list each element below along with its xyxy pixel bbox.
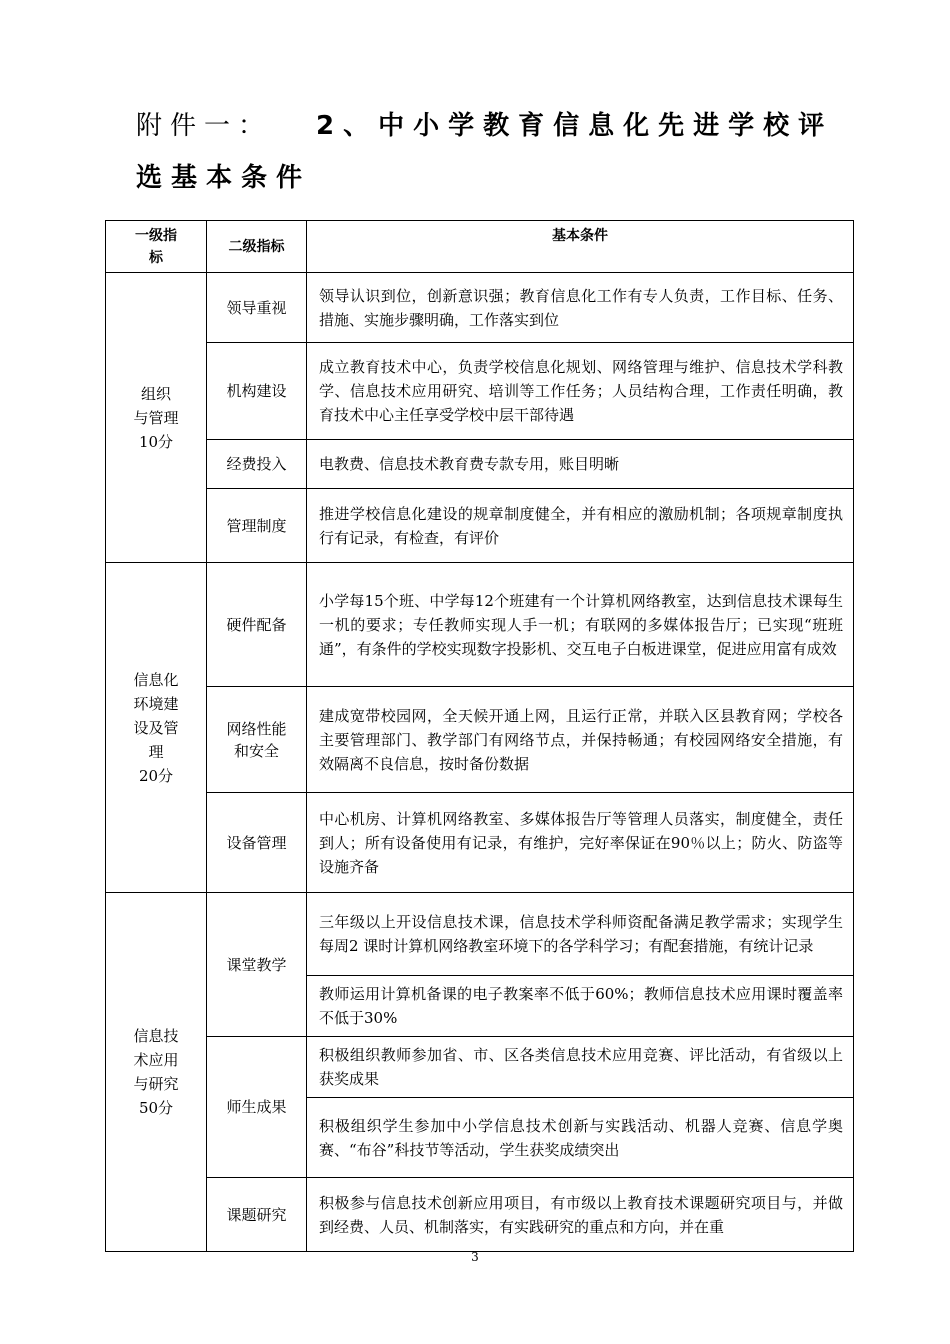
level2-cell: 师生成果 [207, 1037, 307, 1178]
condition-cell: 推进学校信息化建设的规章制度健全，并有相应的激励机制；各项规章制度执行有记录，有检查，有评价 [307, 489, 854, 563]
title-main: 2、中小学教育信息化先进学校评选基本条件 [136, 111, 834, 193]
page-number: 3 [471, 1250, 479, 1264]
condition-cell: 积极组织教师参加省、市、区各类信息技术应用竞赛、评比活动，有省级以上获奖成果 [307, 1037, 854, 1098]
criteria-table [105, 220, 854, 1252]
level1-cell: 信息化 环境建 设及管 理 20分 [106, 563, 207, 893]
document-title [136, 100, 856, 204]
level2-cell: 领导重视 [207, 273, 307, 343]
level2-cell: 硬件配备 [207, 563, 307, 687]
header-conditions: 基本条件 [307, 221, 854, 273]
condition-cell: 中心机房、计算机网络教室、多媒体报告厅等管理人员落实，制度健全，责任到人；所有设备使用有记录，有维护，完好率保证在90％以上；防火、防盗等设施齐备 [307, 793, 854, 893]
condition-cell: 小学每15个班、中学每12个班建有一个计算机网络教室，达到信息技术课每生一机的要求；专任教师实现人手一机；有联网的多媒体报告厅；已实现“班班通”，有条件的学校实现数字投影机、交互电子白板进课堂，促进应用富有成效 [307, 563, 854, 687]
level1-cell: 组织 与管理 10分 [106, 273, 207, 563]
level1-cell: 信息技 术应用 与研究 50分 [106, 893, 207, 1252]
header-level2: 二级指标 [207, 221, 307, 273]
condition-cell: 领导认识到位，创新意识强；教育信息化工作有专人负责，工作目标、任务、措施、实施步骤明确，工作落实到位 [307, 273, 854, 343]
level2-cell: 管理制度 [207, 489, 307, 563]
level2-cell: 机构建设 [207, 343, 307, 440]
header-level1: 一级指标 [106, 221, 207, 273]
level2-cell: 设备管理 [207, 793, 307, 893]
level2-cell: 经费投入 [207, 440, 307, 489]
level2-cell: 网络性能 和安全 [207, 687, 307, 793]
condition-cell: 教师运用计算机备课的电子教案率不低于60%；教师信息技术应用课时覆盖率不低于30% [307, 976, 854, 1037]
condition-cell: 积极参与信息技术创新应用项目，有市级以上教育技术课题研究项目与，并做到经费、人员、机制落实，有实践研究的重点和方向，并在重 [307, 1178, 854, 1252]
condition-cell: 建成宽带校园网，全天候开通上网，且运行正常，并联入区县教育网；学校各主要管理部门、教学部门有网络节点，并保持畅通；有校园网络安全措施，有效隔离不良信息，按时备份数据 [307, 687, 854, 793]
level2-cell: 课堂教学 [207, 893, 307, 1037]
title-prefix: 附件一： [136, 111, 273, 141]
level2-cell: 课题研究 [207, 1178, 307, 1252]
condition-cell: 积极组织学生参加中小学信息技术创新与实践活动、机器人竞赛、信息学奥赛、“布谷”科技节等活动，学生获奖成绩突出 [307, 1098, 854, 1178]
condition-cell: 成立教育技术中心，负责学校信息化规划、网络管理与维护、信息技术学科教学、信息技术应用研究、培训等工作任务；人员结构合理，工作责任明确，教育技术中心主任享受学校中层干部待遇 [307, 343, 854, 440]
condition-cell: 三年级以上开设信息技术课，信息技术学科师资配备满足教学需求；实现学生每周2 课时计算机网络教室环境下的各学科学习；有配套措施，有统计记录 [307, 893, 854, 976]
condition-cell: 电教费、信息技术教育费专款专用，账目明晰 [307, 440, 854, 489]
